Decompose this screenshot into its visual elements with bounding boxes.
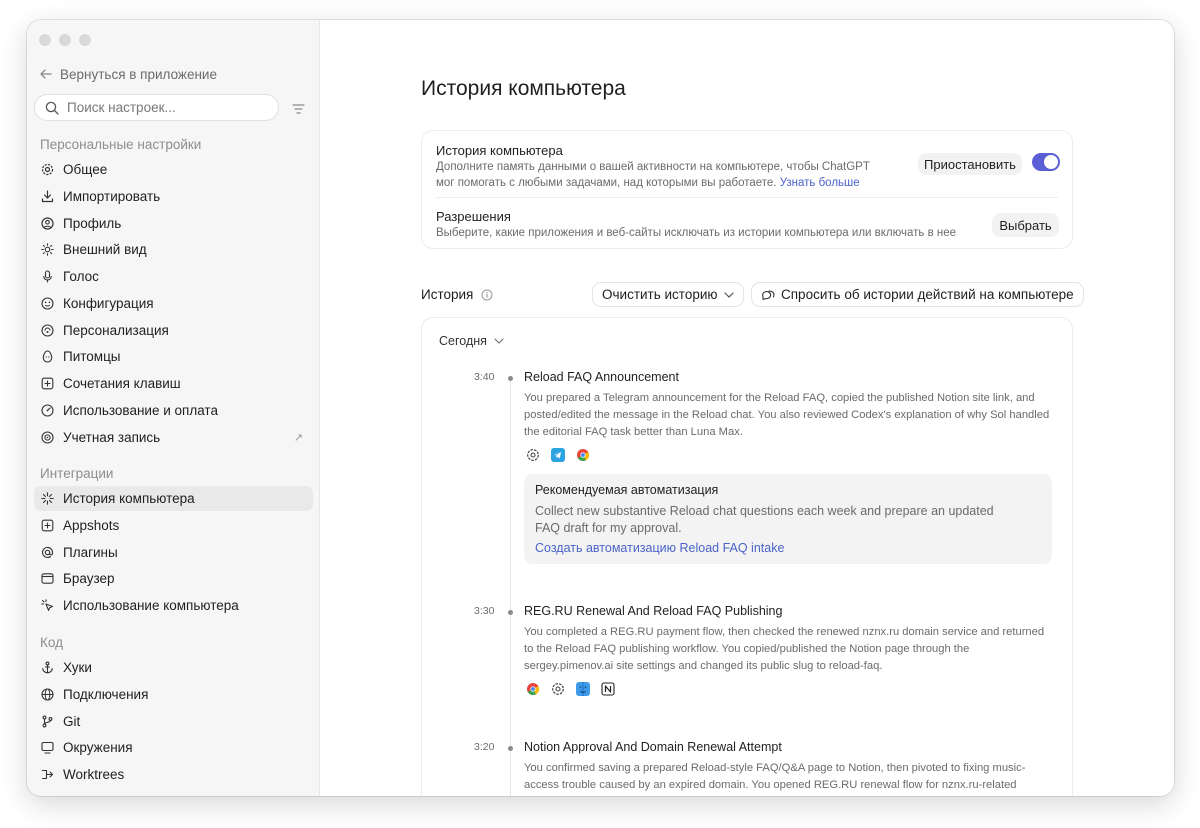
sidebar-item-worktrees[interactable]	[34, 762, 313, 787]
sidebar-item-pets[interactable]	[34, 344, 313, 369]
account-icon	[41, 431, 54, 444]
notion-icon	[601, 682, 615, 696]
sidebar-item-computer-use[interactable]	[34, 593, 313, 618]
sidebar-item-label: Хуки	[63, 660, 92, 675]
close-window-button[interactable]	[39, 34, 51, 46]
sidebar-item-label: Голос	[63, 269, 99, 284]
window-controls	[39, 34, 91, 46]
pause-button[interactable]: Приостановить	[918, 153, 1022, 175]
sidebar-item-label: Конфигурация	[63, 296, 154, 311]
section-personal: Персональные настройки	[40, 137, 202, 152]
main-content	[320, 20, 1174, 796]
history-setting-desc	[436, 160, 906, 191]
sidebar-item-label: Использование компьютера	[63, 598, 239, 613]
clear-history-label: Очистить историю	[602, 287, 718, 302]
chevron-down-icon	[724, 292, 734, 298]
timeline-line	[510, 376, 511, 796]
entry-time: 3:40	[474, 371, 495, 383]
anchor-icon	[41, 661, 54, 674]
sidebar-item-usage-billing[interactable]	[34, 398, 313, 423]
history-label: История	[421, 287, 474, 302]
cursor-icon	[41, 599, 54, 612]
sidebar-item-profile[interactable]	[34, 211, 313, 236]
timeline-dot	[508, 746, 513, 751]
sparkle-icon	[41, 492, 54, 505]
chat-bubbles-icon	[761, 288, 775, 301]
telegram-icon	[551, 448, 565, 462]
computer-history-settings-card	[421, 130, 1073, 249]
sidebar-item-label: Учетная запись	[63, 430, 161, 445]
timeline-dot	[508, 376, 513, 381]
sidebar-item-label: Плагины	[63, 545, 118, 560]
history-timeline-panel	[421, 317, 1073, 796]
sidebar-item-connections[interactable]	[34, 682, 313, 707]
sidebar-item-general[interactable]	[34, 157, 313, 182]
arrow-left-icon	[40, 66, 52, 82]
gauge-icon	[41, 404, 54, 417]
sidebar-item-label: Питомцы	[63, 349, 121, 364]
history-setting-title: История компьютера	[436, 143, 563, 158]
sidebar-item-label: Общее	[63, 162, 108, 177]
git-icon	[41, 715, 54, 728]
sidebar-item-shortcuts[interactable]	[34, 371, 313, 396]
today-group-toggle[interactable]	[439, 334, 504, 348]
sidebar-item-configuration[interactable]	[34, 291, 313, 316]
entry-title: REG.RU Renewal And Reload FAQ Publishing	[524, 604, 783, 618]
finder-icon	[576, 682, 590, 696]
entry-description: You completed a REG.RU payment flow, then checked the renewed nznx.ru domain service and returned to the Reload FAQ publishing workflow. You copied/published the Notion page through the sergey.pimenov.ai site settings and changed its public slug to reload-faq.	[524, 626, 1045, 672]
timeline-dot	[508, 610, 513, 615]
card-divider	[436, 197, 1058, 198]
at-icon	[41, 546, 54, 559]
sidebar-item-label: Профиль	[63, 216, 122, 231]
chrome-icon	[526, 682, 540, 696]
settings-search[interactable]	[34, 94, 279, 121]
sidebar-item-computer-history[interactable]	[34, 486, 313, 511]
sidebar-item-label: Appshots	[63, 518, 120, 533]
history-section-header	[421, 287, 493, 302]
search-input[interactable]	[67, 100, 257, 115]
sidebar-item-label: История компьютера	[63, 491, 195, 506]
external-link-icon: ↗	[293, 432, 303, 444]
plus-square-icon	[41, 519, 54, 532]
zoom-window-button[interactable]	[79, 34, 91, 46]
sidebar-item-hooks[interactable]	[34, 655, 313, 680]
sidebar-item-label: Импортировать	[63, 189, 161, 204]
history-toggle[interactable]	[1032, 153, 1060, 171]
openai-icon	[526, 448, 540, 462]
personalize-icon	[41, 324, 54, 337]
ask-history-button[interactable]	[751, 282, 1084, 307]
import-icon	[41, 190, 54, 203]
filter-icon[interactable]	[292, 101, 305, 119]
history-desc-line-2: мог помогать с любыми задачами, над которыми вы работаете.	[436, 176, 777, 189]
sidebar-item-label: Внешний вид	[63, 242, 147, 257]
section-integrations: Интеграции	[40, 466, 114, 481]
browser-icon	[41, 572, 54, 585]
sidebar-item-label: Git	[63, 714, 81, 729]
sidebar-item-appshots[interactable]	[34, 513, 313, 538]
sidebar-item-voice[interactable]	[34, 264, 313, 289]
back-to-app-link[interactable]	[40, 65, 217, 83]
section-code: Код	[40, 635, 63, 650]
automation-description: Collect new substantive Reload chat questions each week and prepare an updated FAQ draft for my approval.	[535, 504, 994, 535]
permissions-title: Разрешения	[436, 209, 511, 224]
entry-description: You confirmed saving a prepared Reload-style FAQ/Q&A page to Notion, then pivoted to fixing music-access trouble caused by an expired domain. You opened REG.RU renewal flow for nznx.ru-related	[524, 762, 1026, 791]
mic-icon	[41, 270, 54, 283]
keyboard-icon	[41, 377, 54, 390]
today-label: Сегодня	[439, 334, 487, 348]
minimize-window-button[interactable]	[59, 34, 71, 46]
entry-description: You prepared a Telegram announcement for the Reload FAQ, copied the published Notion site link, and posted/edited the message in the Reload chat. You also reviewed Codex's explanation of why Sol handled the editorial FAQ task better than Luna Max.	[524, 392, 1050, 438]
globe-icon	[41, 688, 54, 701]
config-icon	[41, 297, 54, 310]
chrome-icon	[576, 448, 590, 462]
profile-icon	[41, 217, 54, 230]
monitor-icon	[41, 741, 54, 754]
sidebar-item-label: Окружения	[63, 740, 133, 755]
sidebar-item-environments[interactable]	[34, 735, 313, 760]
automation-title: Рекомендуемая автоматизация	[535, 483, 719, 497]
sidebar-item-plugins[interactable]	[34, 540, 313, 565]
entry-title: Notion Approval And Domain Renewal Attempt	[524, 740, 782, 754]
recommended-automation-box	[524, 474, 1052, 564]
sidebar-item-label: Worktrees	[63, 767, 125, 782]
entry-app-icons	[526, 448, 590, 462]
info-icon[interactable]	[481, 289, 493, 301]
sidebar-item-label: Персонализация	[63, 323, 169, 338]
sidebar-item-import[interactable]	[34, 184, 313, 209]
permissions-desc: Выберите, какие приложения и веб-сайты исключать из истории компьютера или включать в нее	[436, 227, 957, 239]
learn-more-link[interactable]: Узнать больше	[779, 176, 860, 189]
history-desc-line-1: Дополните память данными о вашей активности на компьютере, чтобы ChatGPT	[436, 161, 870, 173]
sidebar-item-label: Сочетания клавиш	[63, 376, 181, 391]
settings-window	[27, 20, 1174, 796]
ask-history-label: Спросить об истории действий на компьютере	[781, 287, 1074, 302]
entry-time: 3:30	[474, 605, 495, 617]
entry-title: Reload FAQ Announcement	[524, 370, 679, 384]
sidebar-item-git[interactable]	[34, 709, 313, 734]
egg-icon	[41, 350, 54, 363]
sidebar	[27, 20, 320, 796]
clear-history-button[interactable]	[592, 282, 744, 307]
sidebar-item-label: Подключения	[63, 687, 149, 702]
gear-icon	[41, 163, 54, 176]
entry-time: 3:20	[474, 741, 495, 753]
sun-icon	[41, 243, 54, 256]
create-automation-link[interactable]: Создать автоматизацию Reload FAQ intake	[535, 541, 785, 555]
sidebar-item-label: Использование и оплата	[63, 403, 218, 418]
back-label: Вернуться в приложение	[60, 66, 217, 82]
sidebar-item-account[interactable]	[34, 425, 313, 450]
choose-button[interactable]: Выбрать	[992, 213, 1059, 237]
sidebar-item-label: Браузер	[63, 571, 115, 586]
sidebar-item-personalization[interactable]	[34, 318, 313, 343]
chevron-down-icon	[494, 338, 504, 344]
worktree-icon	[41, 768, 54, 781]
entry-app-icons	[526, 682, 615, 696]
openai-icon	[551, 682, 565, 696]
search-icon	[45, 101, 59, 115]
page-title: История компьютера	[421, 77, 626, 100]
sidebar-item-appearance[interactable]	[34, 237, 313, 262]
sidebar-item-browser[interactable]	[34, 566, 313, 591]
